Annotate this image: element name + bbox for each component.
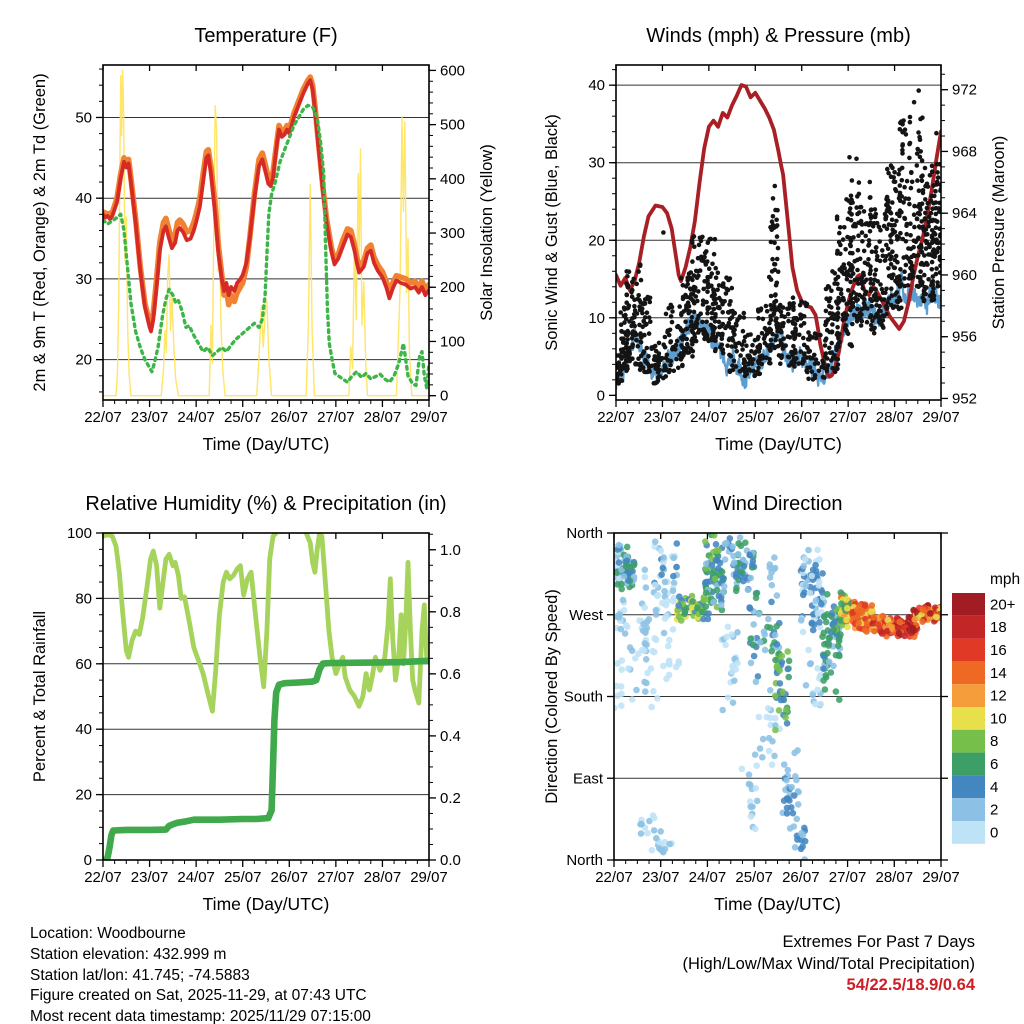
2m-dewpoint-line (103, 105, 429, 388)
y2-tick-label: 200 (440, 279, 466, 297)
legend-label: 14 (990, 664, 1007, 682)
x-tick-label: 24/07 (690, 409, 728, 426)
station-info (30, 924, 371, 1024)
y-tick-label: 20 (75, 786, 92, 804)
y2-tick-label: 600 (440, 62, 466, 80)
y2-tick-label: 1.0 (440, 541, 461, 559)
legend-swatch (952, 593, 985, 616)
y-tick-label: 30 (588, 154, 605, 172)
x-axis-title: Time (Day/UTC) (202, 434, 330, 454)
direction-tick-label: North (566, 852, 603, 869)
wind-direction-dots (611, 532, 944, 863)
x-tick-label: 22/07 (84, 409, 122, 426)
x-axis-title: Time (Day/UTC) (715, 434, 842, 454)
legend-label: 8 (990, 733, 999, 751)
direction-tick-label: North (566, 525, 603, 542)
y-tick-label: 100 (66, 525, 92, 542)
station-elevation: Station elevation: 432.999 m (30, 945, 227, 963)
x-tick-label: 22/07 (597, 409, 635, 426)
y2-tick-label: 0.4 (440, 727, 461, 745)
legend-swatch (952, 821, 985, 844)
y2-tick-label: 0.2 (440, 789, 461, 807)
legend-label: 4 (990, 778, 999, 796)
right-axis-title: Station Pressure (Maroon) (990, 135, 1008, 330)
x-tick-label: 26/07 (782, 409, 821, 426)
y-tick-label: 40 (75, 190, 92, 208)
x-tick-label: 24/07 (177, 409, 215, 426)
9m-temperature-line (103, 77, 429, 327)
panel-title: Relative Humidity (%) & Precipitation (in) (85, 493, 447, 515)
x-axis-title: Time (Day/UTC) (714, 894, 841, 914)
x-tick-label: 24/07 (177, 869, 215, 886)
right-axis-title: Solar Insolation (Yellow) (478, 144, 496, 321)
y2-tick-label: 968 (952, 143, 978, 161)
direction-tick-label: West (569, 606, 603, 624)
x-tick-label: 25/07 (735, 869, 773, 886)
solar-insolation-line (103, 70, 429, 395)
y2-tick-label: 0.0 (440, 852, 461, 869)
x-tick-label: 23/07 (641, 869, 680, 886)
x-tick-label: 29/07 (922, 409, 960, 426)
legend-label: 12 (990, 687, 1007, 705)
y2-tick-label: 952 (952, 390, 978, 408)
humidity-precipitation-chart (0, 480, 512, 960)
legend-label: 0 (990, 824, 999, 842)
relative-humidity-line (103, 530, 429, 712)
x-tick-label: 22/07 (595, 869, 633, 886)
legend-label: 2 (990, 801, 999, 819)
x-tick-label: 29/07 (922, 869, 960, 886)
legend-swatch (952, 707, 985, 730)
y-tick-label: 80 (75, 590, 92, 608)
x-tick-label: 28/07 (363, 869, 402, 886)
y-tick-label: 10 (588, 309, 605, 327)
y-tick-label: 60 (75, 655, 92, 673)
x-tick-label: 28/07 (363, 409, 402, 426)
x-tick-label: 23/07 (643, 409, 682, 426)
legend-label: 18 (990, 619, 1007, 637)
left-axis-title: Percent & Total Rainfall (31, 610, 49, 783)
extremes-title: Extremes For Past 7 Days (782, 933, 975, 951)
left-axis-title: Direction (Colored By Speed) (543, 589, 561, 804)
direction-tick-label: East (572, 770, 603, 788)
x-tick-label: 22/07 (84, 869, 122, 886)
x-tick-label: 23/07 (130, 869, 169, 886)
legend-label: 10 (990, 710, 1007, 728)
y2-tick-label: 100 (440, 333, 466, 351)
y2-tick-label: 300 (440, 225, 466, 243)
x-tick-label: 26/07 (270, 409, 309, 426)
y-tick-label: 0 (83, 852, 92, 869)
x-tick-label: 23/07 (130, 409, 169, 426)
total-rainfall-line (103, 661, 429, 860)
legend-swatch (952, 798, 985, 821)
left-axis-title: Sonic Wind & Gust (Blue, Black) (543, 114, 561, 351)
figure-created: Figure created on Sat, 2025-11-29, at 07:43 UTC (30, 987, 367, 1005)
extremes-summary (682, 932, 975, 997)
x-tick-label: 27/07 (317, 869, 355, 886)
y2-tick-label: 960 (952, 266, 978, 284)
y-tick-label: 20 (588, 232, 605, 250)
x-tick-label: 28/07 (875, 869, 914, 886)
x-tick-label: 25/07 (223, 869, 262, 886)
y2-tick-label: 0 (440, 387, 449, 405)
speed-legend (952, 571, 1020, 844)
data-timestamp: Most recent data timestamp: 2025/11/29 07:15:00 (30, 1008, 371, 1024)
y-tick-label: 0 (596, 387, 605, 405)
plot-frame (103, 65, 429, 400)
y-tick-label: 20 (75, 351, 92, 369)
station-location: Location: Woodbourne (30, 925, 186, 942)
panel-title: Winds (mph) & Pressure (mb) (646, 25, 911, 47)
x-tick-label: 27/07 (828, 869, 867, 886)
plot-frame (103, 533, 429, 860)
legend-label: 20+ (990, 596, 1016, 614)
panel-title: Wind Direction (712, 493, 843, 515)
winds-pressure-chart (512, 0, 1024, 480)
x-tick-label: 27/07 (829, 409, 867, 426)
x-tick-label: 27/07 (317, 409, 355, 426)
left-axis-title: 2m & 9m T (Red, Orange) & 2m Td (Green) (31, 73, 49, 392)
direction-tick-label: South (563, 688, 603, 706)
x-tick-label: 29/07 (410, 409, 448, 426)
legend-swatch (952, 684, 985, 707)
wind-direction-chart (512, 480, 1024, 960)
y-tick-label: 30 (75, 270, 92, 288)
y2-tick-label: 500 (440, 116, 466, 134)
x-tick-label: 25/07 (736, 409, 775, 426)
x-tick-label: 25/07 (223, 409, 262, 426)
wind-gusts (614, 88, 943, 385)
y2-tick-label: 400 (440, 170, 466, 188)
legend-swatch (952, 661, 985, 684)
y-tick-label: 50 (75, 109, 92, 127)
y-tick-label: 40 (75, 721, 92, 739)
x-tick-label: 28/07 (875, 409, 914, 426)
legend-swatch (952, 753, 985, 776)
x-tick-label: 29/07 (410, 869, 448, 886)
y2-tick-label: 956 (952, 328, 978, 346)
panel-title: Temperature (F) (194, 25, 338, 47)
x-tick-label: 26/07 (270, 869, 309, 886)
legend-label: 6 (990, 756, 999, 773)
legend-swatch (952, 730, 985, 753)
y2-tick-label: 0.8 (440, 603, 461, 621)
legend-label: 16 (990, 642, 1007, 659)
extremes-values: 54/22.5/18.9/0.64 (846, 976, 975, 994)
x-tick-label: 24/07 (688, 869, 727, 886)
legend-swatch (952, 639, 985, 662)
legend-swatch (952, 616, 985, 639)
y2-tick-label: 972 (952, 81, 978, 99)
legend-swatch (952, 775, 985, 798)
y-tick-label: 40 (588, 77, 605, 95)
x-axis-title: Time (Day/UTC) (202, 894, 330, 914)
extremes-subtitle: (High/Low/Max Wind/Total Precipitation) (682, 954, 975, 973)
x-tick-label: 26/07 (782, 869, 820, 886)
temperature-chart (0, 0, 512, 480)
y2-tick-label: 0.6 (440, 665, 461, 683)
legend-title: mph (990, 571, 1021, 588)
y2-tick-label: 964 (952, 205, 978, 223)
station-latlon: Station lat/lon: 41.745; -74.5883 (30, 966, 250, 984)
